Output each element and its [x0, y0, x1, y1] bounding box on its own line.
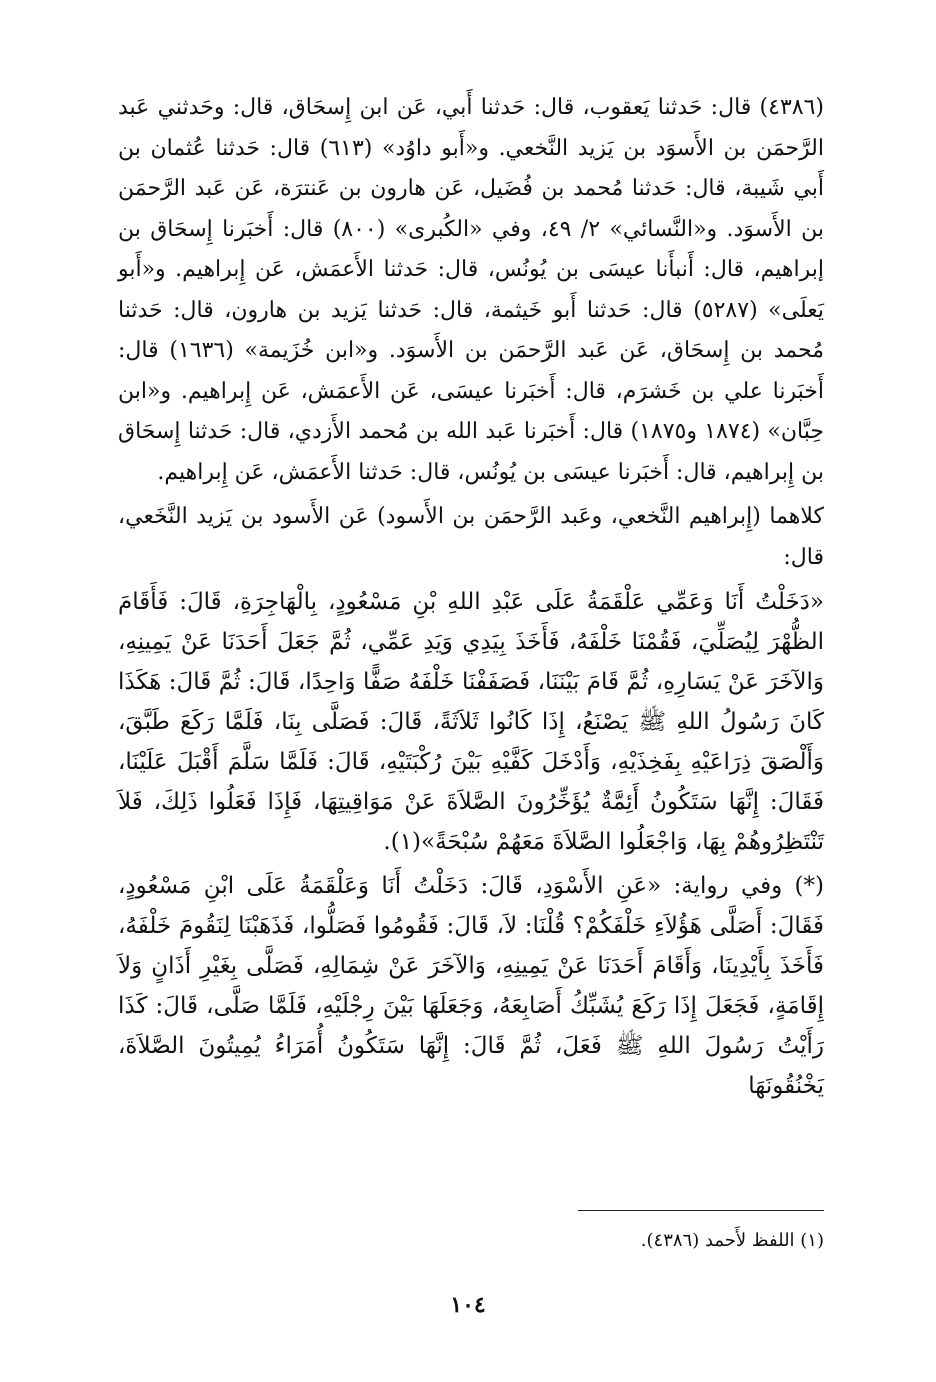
riwaya-paragraph: (*) وفي رواية: «عَنِ الأَسْوَدِ، قَالَ: دَخَلْتُ أَنَا وَعَلْقَمَةُ عَلَى ابْنِ مَسْعُودٍ، فَقَالَ: أَصَلَّى هَؤُلاَءِ خَلْفَكُمْ؟ قُلْنَا: لاَ، قَالَ: فَقُومُوا فَصَلُّوا، فَذَهَبْنَا لِنَقُومَ خَلْفَهُ، فَأَخَذَ بِأَيْدِينَا، وَأَقَامَ أَحَدَنَا عَنْ يَمِينِهِ، وَالآخَرَ عَنْ شِمَالِهِ، فَصَلَّى بِغَيْرِ أَذَانٍ وَلاَ إِقَامَةٍ، فَجَعَلَ إِذَا رَكَعَ يُشَبِّكُ أَصَابِعَهُ، وَجَعَلَهَا بَيْنَ رِجْلَيْهِ، فَلَمَّا صَلَّى، قَالَ: كَذَا رَأَيْتُ رَسُولَ اللهِ ﷺ فَعَلَ، ثُمَّ قَالَ: إِنَّهَا سَتَكُونُ أُمَرَاءُ يُمِيتُونَ الصَّلاَةَ، يَخْنُقُونَهَا: [118, 873, 824, 1099]
footnote-divider: [578, 1210, 824, 1211]
chain-paragraph: كلاهما (إِبراهيم النَّخعي، وعَبد الرَّحمَن بن الأَسود) عَن الأَسود بن يَزيد النَّخَعي، قال:: [118, 504, 824, 570]
takhrij-paragraph: (٤٣٨٦) قال: حَدثنا يَعقوب، قال: حَدثنا أَبي، عَن ابن إِسحَاق، قال: وحَدثني عَبد الرَّحمَن بن الأَسوَد بن يَزيد النَّخعي. و«أَبو داوُد» (٦١٣) قال: حَدثنا عُثمان بن أَبي شَيبة، قال: حَدثنا مُحمد بن فُضَيل، عَن هارون بن عَنترَة، عَن عَبد الرَّحمَن بن الأَسوَد. و«النَّسائي» ٢/ ٤٩، وفي «الكُبرى» (٨٠٠) قال: أَخبَرنا إِسحَاق بن إبراهيم، قال: أَنبأَنا عيسَى بن يُونُس، قال: حَدثنا الأَعمَش، عَن إِبراهيم. و«أَبو يَعلَى» (٥٢٨٧) قال: حَدثنا أَبو خَيثمة، قال: حَدثنا يَزيد بن هارون، قال: حَدثنا مُحمد بن إِسحَاق، عَن عَبد الرَّحمَن بن الأَسوَد. و«ابن خُزَيمة» (١٦٣٦) قال: أَخبَرنا علي بن خَشرَم، قال: أَخبَرنا عيسَى، عَن الأَعمَش، عَن إِبراهيم. و«ابن حِبَّان» (١٨٧٤ و١٨٧٥) قال: أَخبَرنا عَبد الله بن مُحمد الأَزدي، قال: حَدثنا إِسحَاق بن إِبراهيم، قال: أَخبَرنا عيسَى بن يُونُس، قال: حَدثنا الأَعمَش، عَن إِبراهيم.: [118, 95, 825, 485]
footnote: (١) اللفظ لأَحمد (٤٣٨٦).: [640, 1230, 824, 1251]
main-text: [118, 88, 824, 1106]
hadith-text: «دَخَلْتُ أَنَا وَعَمِّي عَلْقَمَةُ عَلَى عَبْدِ اللهِ بْنِ مَسْعُودٍ، بِالْهَاجِرَةِ، قَالَ: فَأَقَامَ الظُّهْرَ لِيُصَلِّيَ، فَقُمْنَا خَلْفَهُ، فَأَخَذَ بِيَدِي وَيَدِ عَمِّي، ثُمَّ جَعَلَ أَحَدَنَا عَنْ يَمِينِهِ، وَالآخَرَ عَنْ يَسَارِهِ، ثُمَّ قَامَ بَيْنَنَا، فَصَفَفْنَا خَلْفَهُ صَفًّا وَاحِدًا، قَالَ: ثُمَّ قَالَ: هَكَذَا كَانَ رَسُولُ اللهِ ﷺ يَصْنَعُ، إِذَا كَانُوا ثَلاَثَةً، قَالَ: فَصَلَّى بِنَا، فَلَمَّا رَكَعَ طَبَّقَ، وَأَلْصَقَ ذِرَاعَيْهِ بِفَخِذَيْهِ، وَأَدْخَلَ كَفَّيْهِ بَيْنَ رُكْبَتَيْهِ، قَالَ: فَلَمَّا سَلَّمَ أَقْبَلَ عَلَيْنَا، فَقَالَ: إِنَّهَا سَتَكُونُ أَئِمَّةٌ يُؤَخِّرُونَ الصَّلاَةَ عَنْ مَوَاقِيتِهَا، فَإِذَا فَعَلُوا ذَلِكَ، فَلاَ تَنْتَظِرُوهُمْ بِهَا، وَاجْعَلُوا الصَّلاَةَ مَعَهُمْ سُبْحَةً»(١).: [118, 589, 824, 855]
page-number: ١٠٤: [450, 1292, 486, 1318]
